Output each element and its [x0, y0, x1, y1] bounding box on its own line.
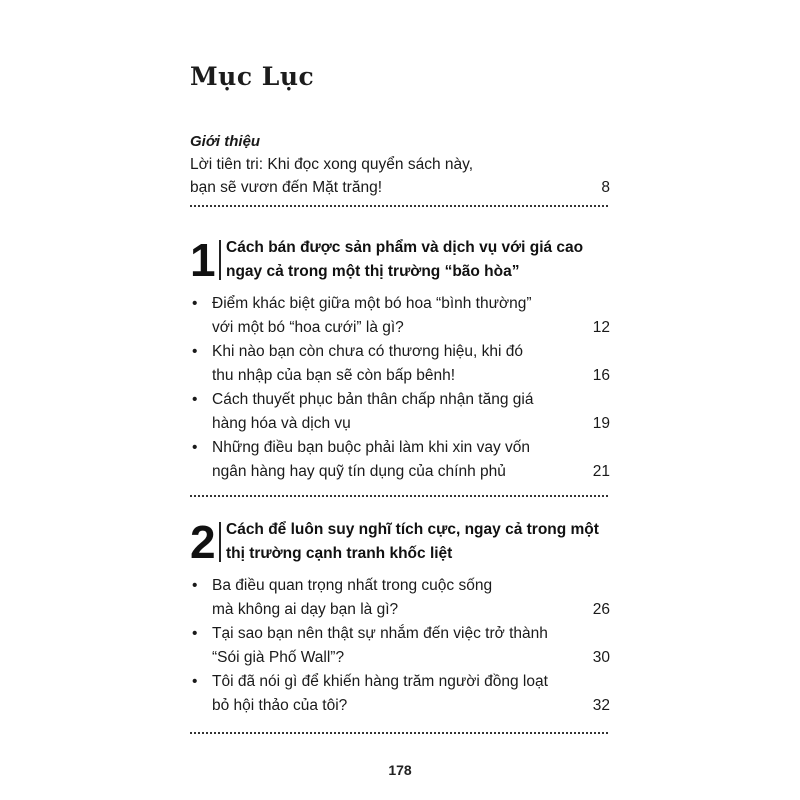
chapter-number: 2 — [190, 516, 216, 568]
toc-item-line: Khi nào bạn còn chưa có thương hiệu, khi đó — [212, 343, 523, 360]
toc-item-page: 32 — [592, 697, 610, 714]
toc-item — [190, 670, 610, 718]
chapter-title-line: Cách để luôn suy nghĩ tích cực, ngay cả trong một — [226, 521, 599, 538]
toc-item — [190, 388, 610, 436]
bullet-icon: • — [192, 343, 198, 360]
bullet-icon: • — [192, 439, 198, 456]
toc-item-page: 16 — [592, 367, 610, 384]
chapter-title-line: ngay cả trong một thị trường “bão hòa” — [226, 263, 520, 280]
page-number: 178 — [388, 762, 412, 778]
intro-heading: Giới thiệu — [190, 133, 261, 150]
chapter-items — [190, 574, 610, 718]
toc-item-line: mà không ai dạy bạn là gì? — [212, 601, 399, 618]
chapter-title — [226, 236, 606, 284]
chapter-items — [190, 292, 610, 484]
chapter-header — [190, 236, 610, 294]
toc-item-page: 12 — [592, 319, 610, 336]
dotted-divider — [190, 205, 608, 207]
dotted-divider — [190, 732, 608, 734]
toc-item-line: ngân hàng hay quỹ tín dụng của chính phủ — [212, 463, 506, 480]
toc-item — [190, 622, 610, 670]
chapter-title-line: thị trường cạnh tranh khốc liệt — [226, 545, 453, 562]
toc-item — [190, 574, 610, 622]
toc-item-line: Ba điều quan trọng nhất trong cuộc sống — [212, 577, 493, 594]
chapter-title — [226, 518, 606, 566]
chapter-1 — [190, 236, 610, 484]
toc-item-line: bỏ hội thảo của tôi? — [212, 697, 348, 714]
toc-item-line: với một bó “hoa cưới” là gì? — [212, 319, 404, 336]
toc-item-line: thu nhập của bạn sẽ còn bấp bênh! — [212, 367, 456, 384]
bullet-icon: • — [192, 295, 198, 312]
toc-item-line: Điểm khác biệt giữa một bó hoa “bình thường” — [212, 295, 532, 312]
toc-item — [190, 340, 610, 388]
dotted-divider — [190, 495, 608, 497]
toc-item — [190, 436, 610, 484]
intro-line: bạn sẽ vươn đến Mặt trăng! — [190, 179, 383, 196]
toc-item-line: Tôi đã nói gì để khiến hàng trăm người đồng loạt — [212, 673, 548, 690]
toc-item-page: 30 — [592, 649, 610, 666]
bullet-icon: • — [192, 391, 198, 408]
toc-item-line: Cách thuyết phục bản thân chấp nhận tăng giá — [212, 391, 534, 408]
toc-item-page: 26 — [592, 601, 610, 618]
toc-item-line: “Sói già Phố Wall”? — [212, 649, 345, 666]
bullet-icon: • — [192, 577, 198, 594]
intro-section — [190, 131, 610, 199]
chapter-2 — [190, 518, 610, 718]
chapter-divider-bar — [219, 240, 221, 280]
intro-line: Lời tiên tri: Khi đọc xong quyển sách này, — [190, 156, 474, 173]
intro-page-number: 8 — [601, 179, 610, 196]
toc-item-line: hàng hóa và dịch vụ — [212, 415, 351, 432]
bullet-icon: • — [192, 673, 198, 690]
page-title: Mục Lục — [190, 62, 315, 91]
chapter-number: 1 — [190, 234, 216, 286]
chapter-header — [190, 518, 610, 576]
chapter-title-line: Cách bán được sản phẩm và dịch vụ với giá cao — [226, 239, 584, 256]
bullet-icon: • — [192, 625, 198, 642]
toc-item-page: 21 — [592, 463, 610, 480]
toc-item-line: Những điều bạn buộc phải làm khi xin vay vốn — [212, 439, 530, 456]
toc-item-page: 19 — [592, 415, 610, 432]
chapter-divider-bar — [219, 522, 221, 562]
toc-item — [190, 292, 610, 340]
intro-last-row — [190, 176, 610, 199]
toc-item-line: Tại sao bạn nên thật sự nhắm đến việc trở thành — [212, 625, 548, 642]
